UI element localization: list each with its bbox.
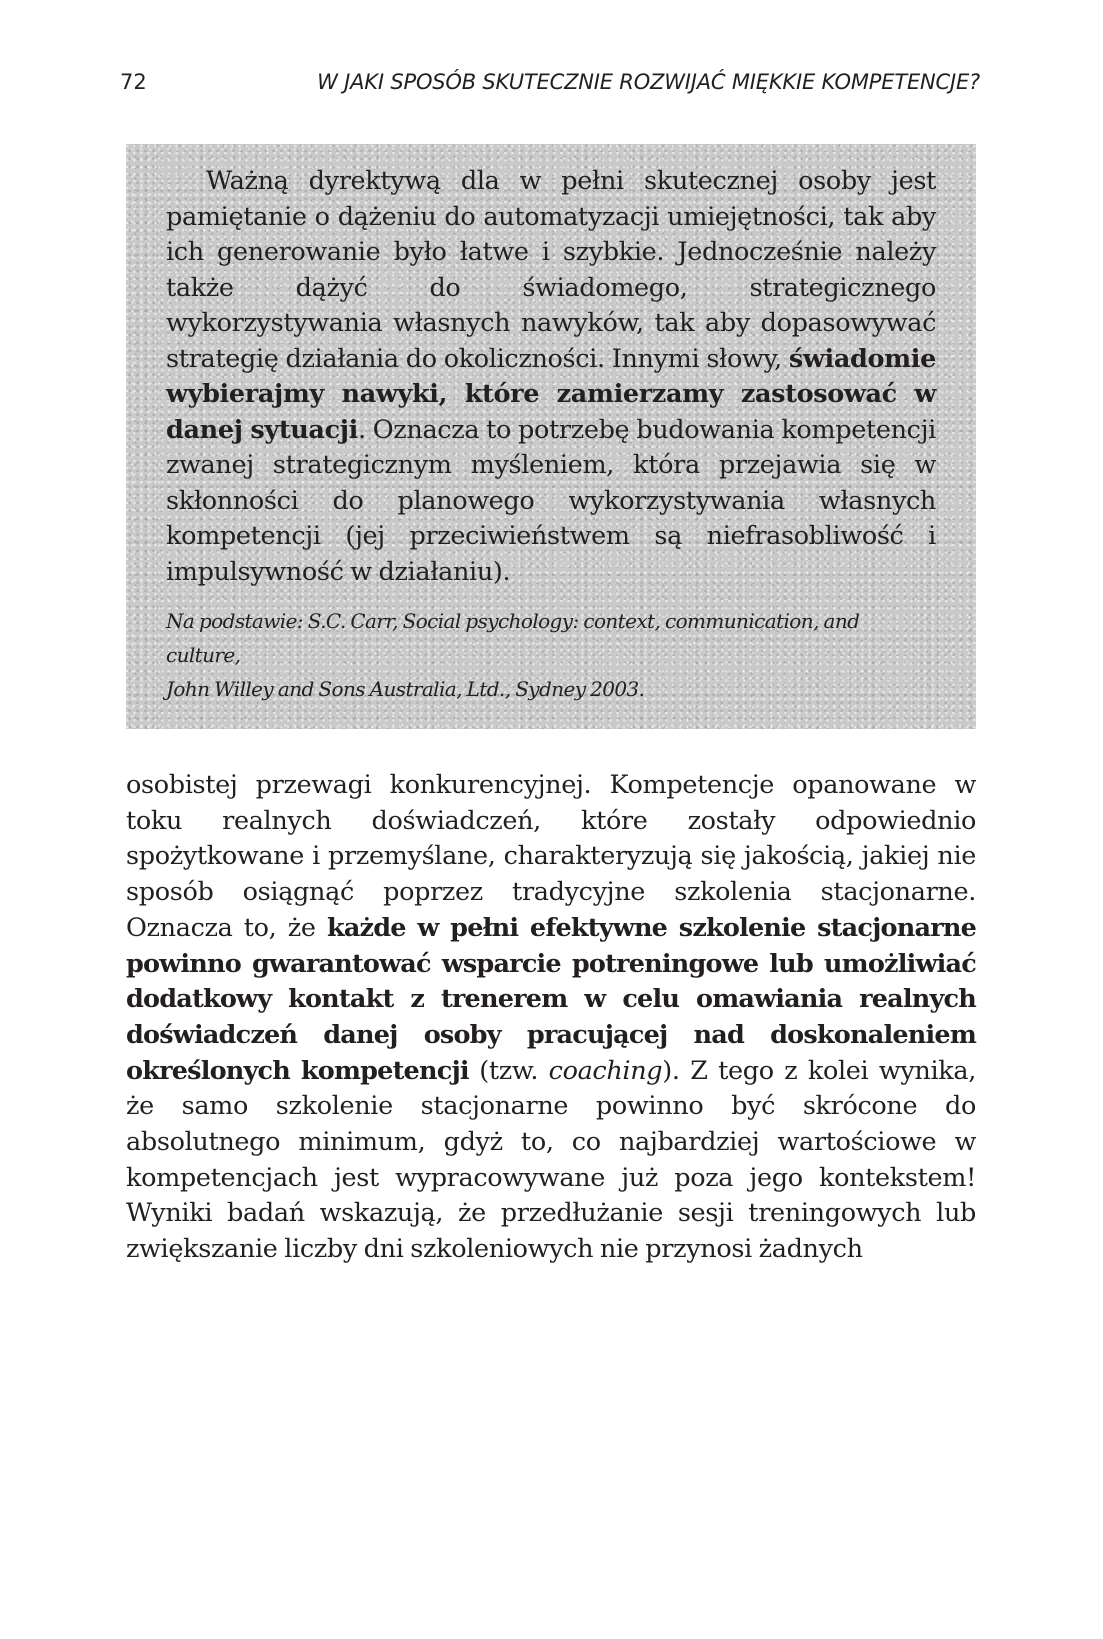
body-text-italic: coaching (548, 1055, 663, 1086)
body-text-part1: osobistej przewagi konkurencyjnej. Kompetencje opanowane w toku realnych doświadczeń, które zostały odpowiednio spożytkowane i przemyślane, charakteryzują się jakością, jakiej nie sposób osiągnąć poprzez tradycyjne szkolenia stacjonarne. Oznacza to, że (126, 770, 976, 943)
box-text-bold: świadomie wybierajmy nawyki, które zamierzamy zastosować w danej sytuacji (166, 343, 936, 445)
box-text-rest: . Oznacza to potrzebę budowania kompetencji zwanej strategicznym myśleniem, która przejawia się w skłonności do planowego wykorzystywania własnych kompetencji (jej przeciwieństwem są niefrasobliwość i impulsywność w działaniu). (166, 414, 936, 587)
page-number: 72 (120, 70, 147, 94)
sidebar-box (126, 144, 976, 729)
body-paragraph (126, 768, 976, 1268)
box-paragraph (166, 164, 936, 590)
body-text-part3: ). Z tego z kolei wynika, że samo szkolenie stacjonarne powinno być skrócone do absolutnego minimum, gdyż to, co najbardziej wartościowe w kompetencjach jest wypracowywane już poza jego kontekstem! Wyniki badań wskazują, że przedłużanie sesji treningowych lub zwiększanie liczby dni szkoleniowych nie przynosi żadnych (126, 1055, 976, 1265)
source-line-1: Na podstawie: S.C. Carr, Social psychology: context, communication, and culture, (166, 609, 860, 667)
body-text-part2: (tzw. (468, 1055, 549, 1086)
box-text-intro: Ważną dyrektywą dla w pełni skutecznej osoby jest pamiętanie o dążeniu do automatyzacji umiejętności, tak aby ich generowanie było łatwe i szybkie. Jednocześnie należy także dążyć do świadomego, strategicznego wykorzystywania własnych nawyków, tak aby dopasowywać strategię działania do okoliczności. Innymi słowy, (166, 166, 936, 374)
source-line-2: John Willey and Sons Australia, Ltd., Sydney 2003. (166, 677, 645, 701)
box-source (166, 604, 936, 706)
running-header (120, 70, 980, 104)
running-title: W JAKI SPOSÓB SKUTECZNIE ROZWIJAĆ MIĘKKIE KOMPETENCJE? (317, 70, 980, 94)
body-text-bold: każde w pełni efektywne szkolenie stacjonarne powinno gwarantować wsparcie potreningowe lub umożliwiać dodatkowy kontakt z trenerem w celu omawiania realnych doświadczeń danej osoby pracującej nad doskonaleniem określonych kompetencji (126, 912, 976, 1086)
